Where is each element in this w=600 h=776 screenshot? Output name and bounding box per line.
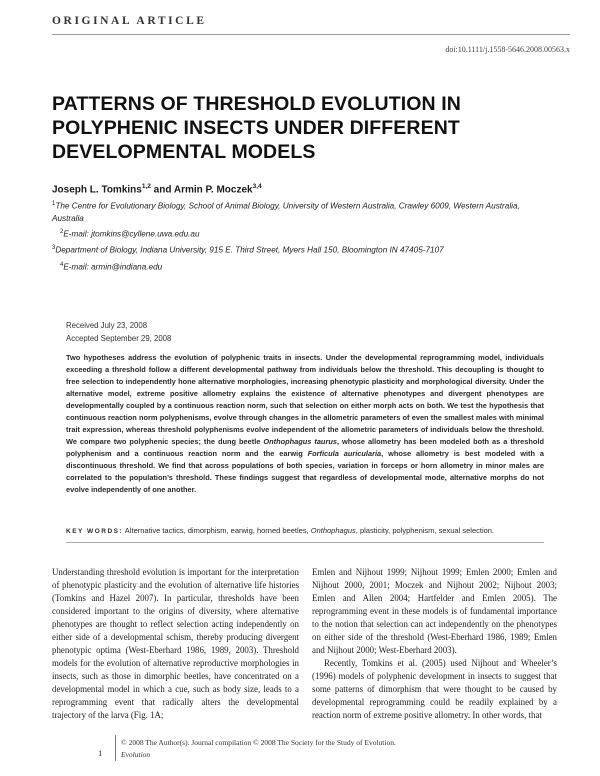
keywords-label: KEY WORDS:	[66, 528, 124, 535]
affiliation	[52, 242, 552, 257]
affiliation-text: Department of Biology, Indiana University, 915 E. Third Street, Myers Hall 150, Bloomington IN 47405-7107	[55, 245, 444, 255]
affiliation-mark: 4	[60, 262, 64, 268]
keywords-text: Alternative tactics, dimorphism, earwig, horned beetles,	[123, 526, 311, 535]
footer-divider	[115, 735, 116, 761]
body-column-left	[52, 566, 299, 722]
header-rule	[52, 34, 570, 35]
body-paragraph: Recently, Tomkins et al. (2005) used Nijhout and Wheeler’s (1996) models of polyphenic development in insects to suggest that some patterns of dimorphism that were thought to be caused by developmental reprogramming could be readily explained by a reaction norm of extreme positive allometry. In other words, that	[312, 658, 557, 720]
accepted-date: Accepted September 29, 2008	[66, 334, 172, 343]
footer-journal-name: Evolution	[121, 750, 151, 759]
doi: doi:10.1111/j.1558-5646.2008.00563.x	[445, 45, 570, 54]
author-affiliation-mark: 3,4	[252, 183, 262, 190]
author-affiliation-mark: 1,2	[141, 183, 151, 190]
affiliation-mark: 2	[60, 229, 64, 235]
keywords-rule	[66, 542, 544, 543]
email	[60, 226, 200, 241]
species-name: Forficula auricularia	[307, 449, 382, 458]
author-name: Joseph L. Tomkins	[52, 184, 142, 196]
abstract-text: , whose allometry is best modeled with a discontinuous threshold. We find that across populations of both species, variation in forceps or horn allometry in minor males are correlated to the population’s threshold. These findings suggest that regardless of developmental mode, alternative morphs do not evolve independently of one another.	[66, 449, 544, 494]
abstract-text: Two hypotheses address the evolution of polyphenic traits in insects. Under the developmental reprogramming model, individuals exceeding a threshold follow a different developmental pathway from individuals below the threshold. This decoupling is thought to free selection to independently hone alternative morphologies, increasing phenotypic plasticity and morphological diversity. Under the alternative model, extreme positive allometry explains the existence of alternative phenotypes and divergent phenotypes are developmentally coupled by a continuous reaction norm, such that selection on either morph acts on both. We test the hypothesis that continuous reaction norm polyphenisms, evolve through changes in the allometric parameters of even the smallest males with minimal trait expression, whereas threshold polyphenisms evolve independent of the allometric parameters of individuals below the threshold. We compare two polyphenic species; the dung beetle	[66, 353, 544, 446]
article-type-label: ORIGINAL ARTICLE	[52, 15, 207, 27]
species-name: Onthophagus taurus	[263, 437, 337, 446]
email-text: E-mail: jtomkins@cyllene.uwa.edu.au	[63, 229, 200, 239]
abstract-text: , whose allometry has been modeled both as a threshold polyphenism and a continuous reaction norm and the earwig	[66, 437, 544, 458]
keyword-italic: Onthophagus	[310, 526, 356, 535]
affiliation-mark: 3	[52, 245, 56, 251]
received-date: Received July 23, 2008	[66, 321, 148, 330]
abstract	[66, 352, 544, 496]
keywords-text: , plasticity, polyphenism, sexual selection.	[355, 526, 495, 535]
author-name: Armin P. Moczek	[173, 184, 253, 196]
body-column-right	[312, 566, 557, 722]
body-paragraph: Understanding threshold evolution is important for the interpretation of phenotypic plasticity and the evolution of alternative life histories (Tomkins and Hazel 2007). In particular, thresholds have been considered important to the origins of diversity, where alternative phenotypes are thought to reflect selection acting independently on either side of a developmental schism, thereby producing divergent phenotypic optima (West-Eberhard 1986, 1989, 2003). Threshold models for the evolution of alternative reproductive morphologies in insects, such as those in dimorphic beetles, have concentrated on a developmental model in which a cue, such as body size, leads to a reprogramming event that radically alters the developmental trajectory of the larva (Fig. 1A;	[52, 567, 299, 720]
email	[60, 259, 162, 274]
author-list	[52, 183, 262, 195]
body-paragraph: Emlen and Nijhout 1999; Nijhout 1999; Emlen 2000; Emlen and Nijhout 2000, 2001; Moczek and Nijhout 2002; Nijhout 2003; Emlen and Allen 2004; Hartfelder and Emlen 2005). The reprogramming event in these models is of fundamental importance to the notion that selection can act independently on the phenotypes on either side of the threshold (West-Eberhard 1986, 1989; Emlen and Nijhout 2000; West-Eberhard 2003).	[312, 567, 557, 655]
affiliation-text: The Centre for Evolutionary Biology, School of Animal Biology, University of Western Australia, Crawley 6009, Western Australia, Australia	[52, 201, 520, 223]
affiliation	[52, 198, 552, 225]
footer-copyright: © 2008 The Author(s). Journal compilation © 2008 The Society for the Study of Evolution.	[121, 738, 396, 747]
affiliation-mark: 1	[52, 201, 56, 207]
article-title: PATTERNS OF THRESHOLD EVOLUTION IN POLYPHENIC INSECTS UNDER DIFFERENT DEVELOPMENTAL MODELS	[52, 93, 461, 163]
page-number: 1	[98, 748, 103, 758]
author-joiner: and	[150, 184, 174, 196]
email-text: E-mail: armin@indiana.edu	[63, 262, 163, 272]
keywords	[66, 526, 544, 535]
